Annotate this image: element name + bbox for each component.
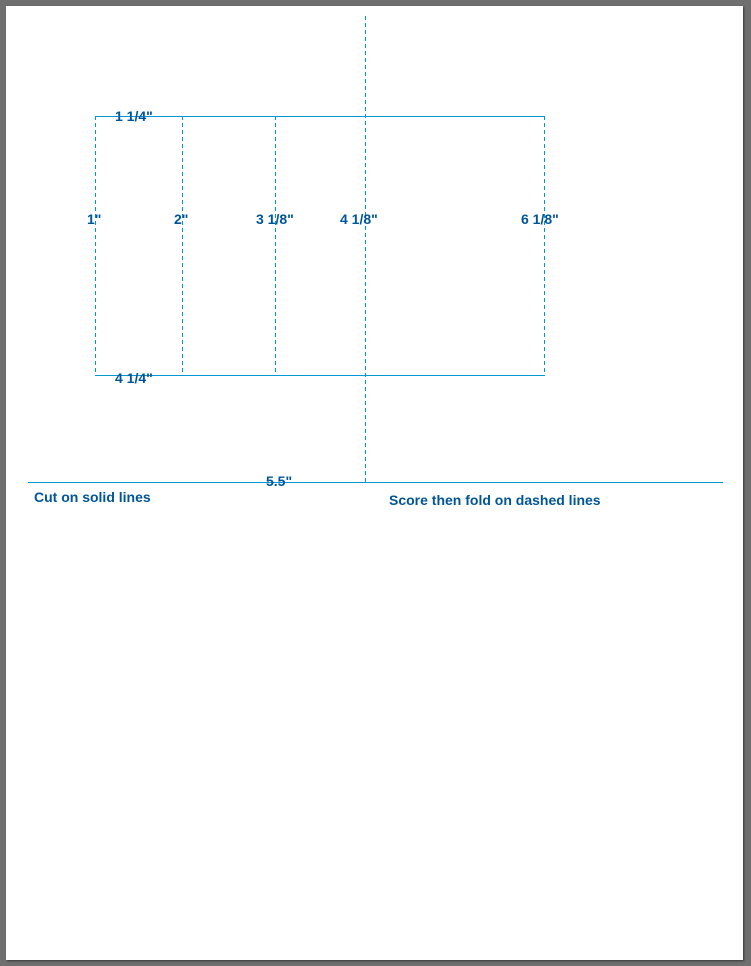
label-total-width: 5.5" xyxy=(266,473,293,489)
fold-lines xyxy=(96,16,545,482)
label-fold-1: 1" xyxy=(87,211,102,227)
label-fold-4: 4 1/8" xyxy=(340,211,378,227)
label-bottom-edge: 4 1/4" xyxy=(115,370,153,386)
label-top-edge: 1 1/4" xyxy=(115,108,153,124)
label-fold-3: 3 1/8" xyxy=(256,211,294,227)
cut-instruction: Cut on solid lines xyxy=(34,489,151,505)
instructions xyxy=(34,489,601,508)
measurement-labels xyxy=(87,108,559,489)
label-fold-2: 2" xyxy=(174,211,189,227)
label-fold-5: 6 1/8" xyxy=(521,211,559,227)
score-instruction: Score then fold on dashed lines xyxy=(389,492,601,508)
cut-lines xyxy=(28,117,723,483)
